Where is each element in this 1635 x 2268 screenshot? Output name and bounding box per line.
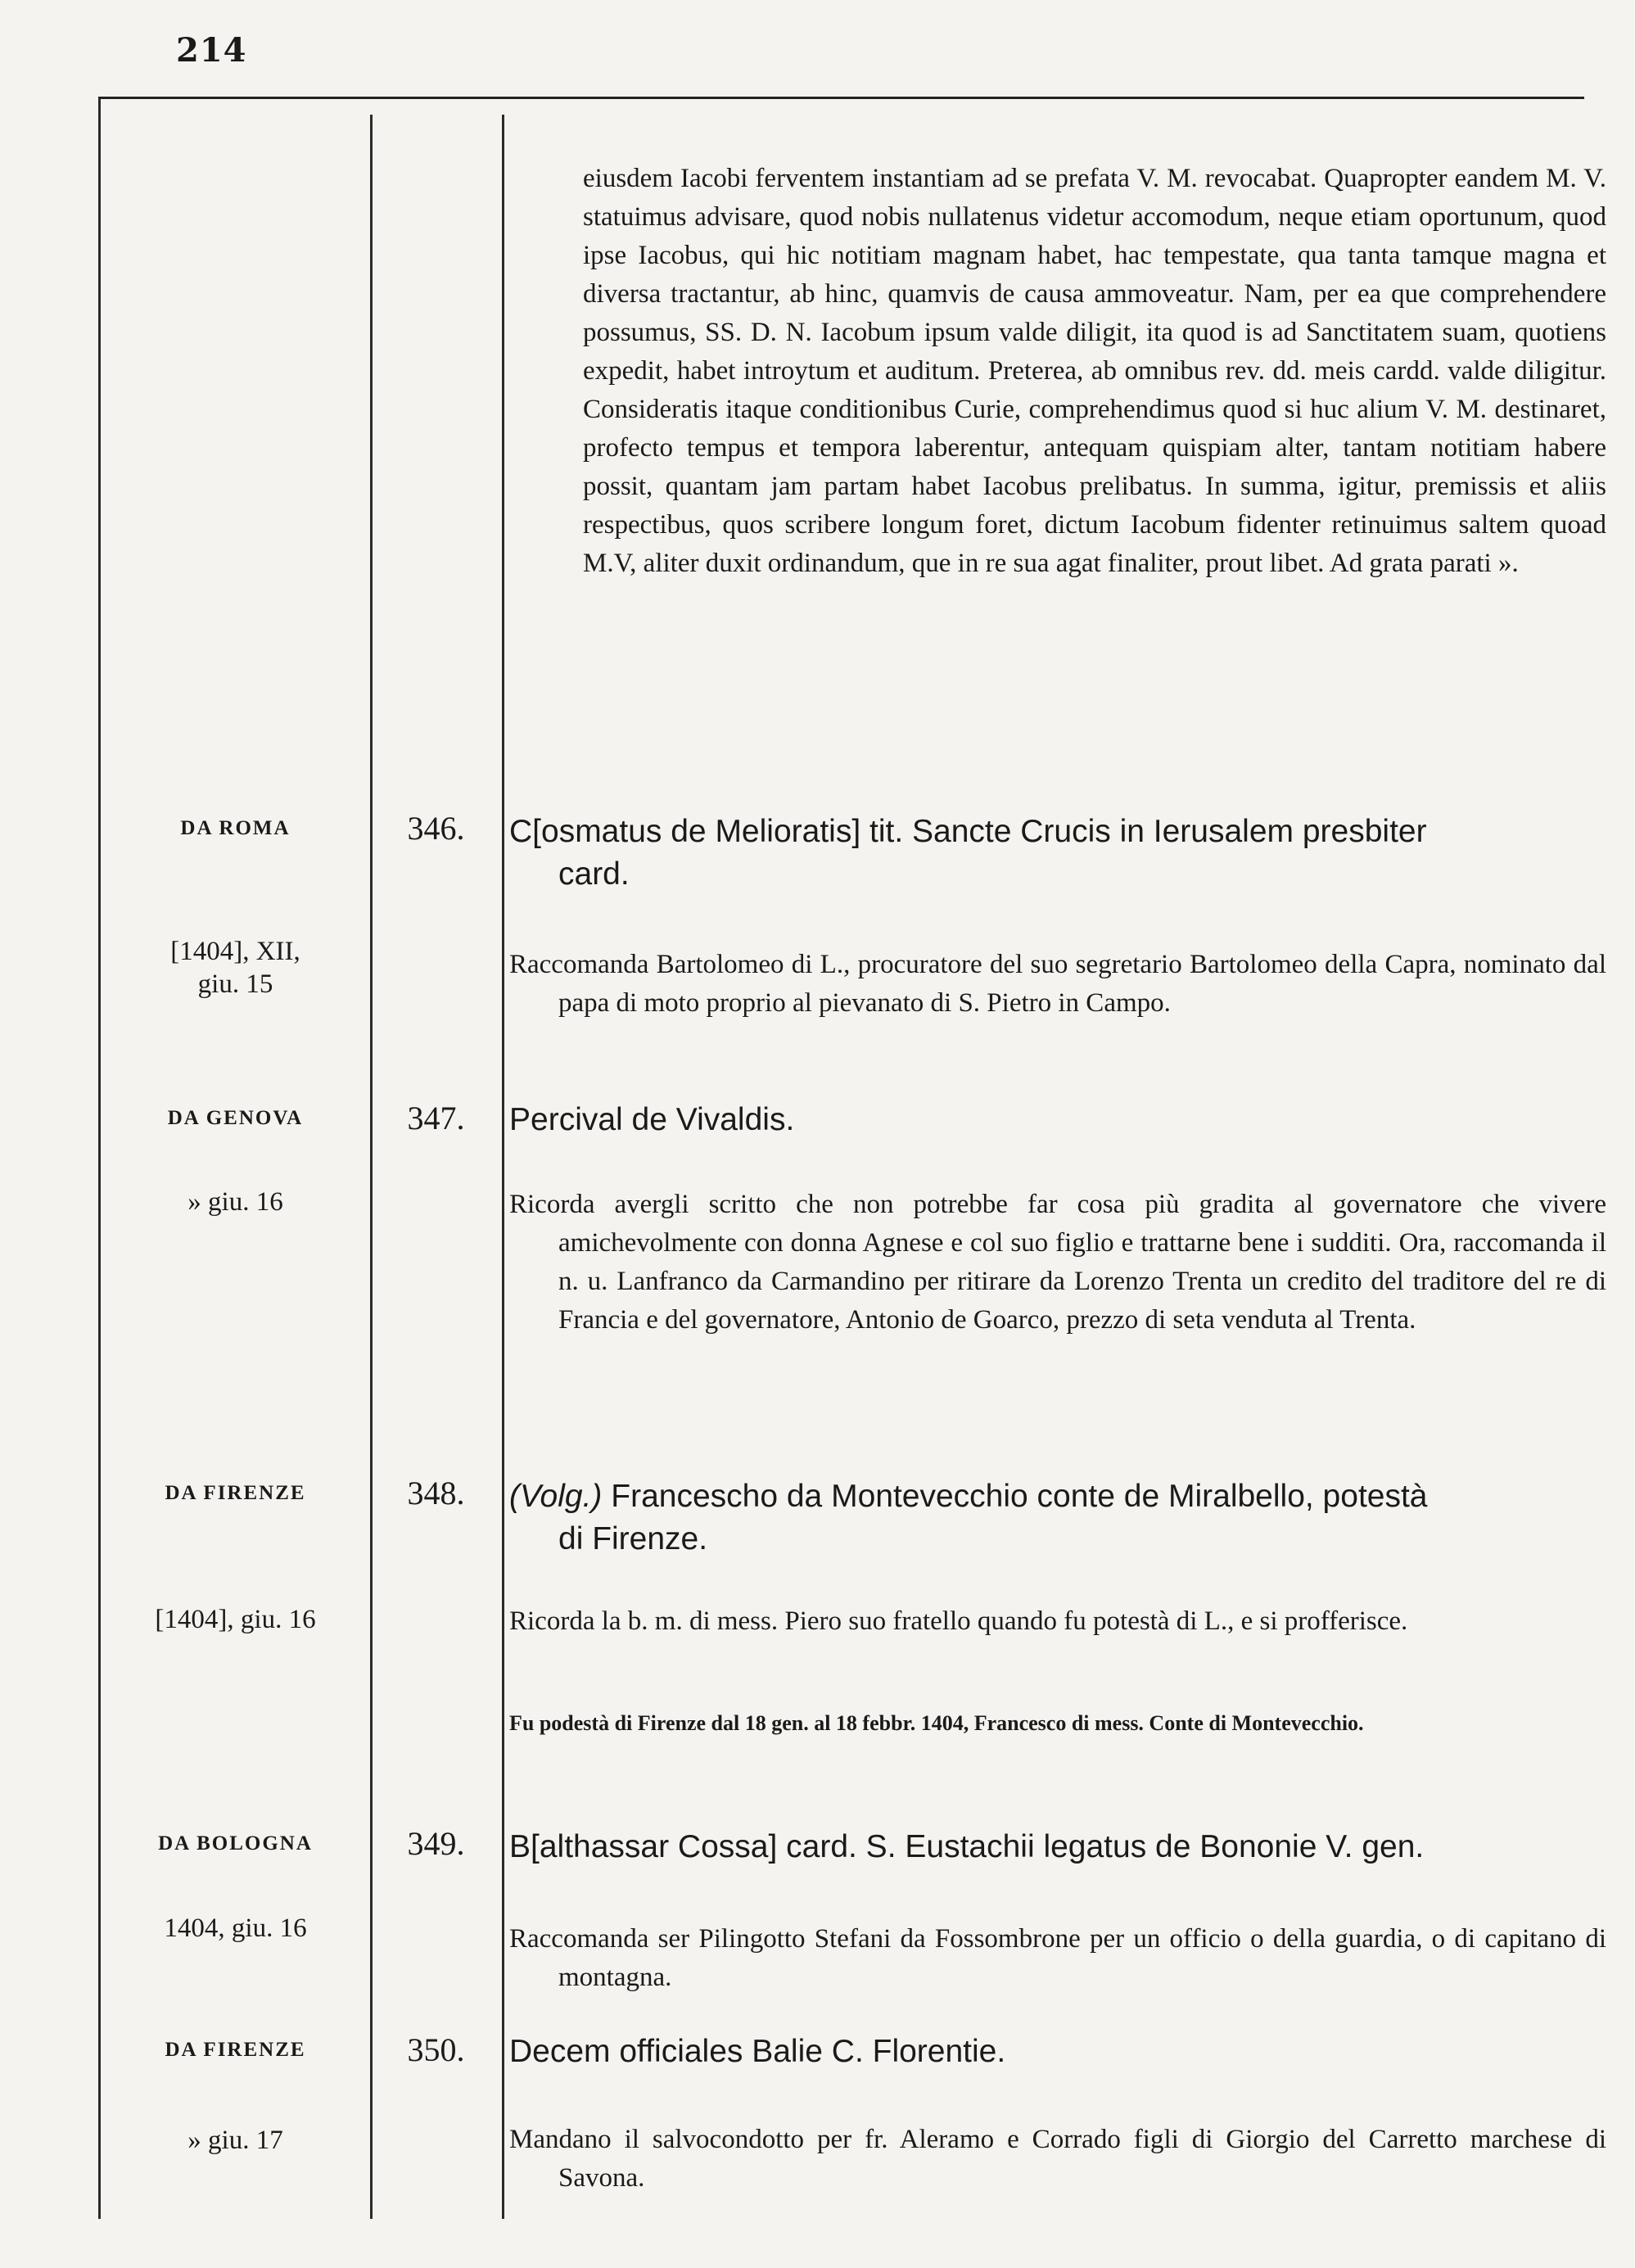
entry-summary: [509, 1602, 1606, 1641]
page-number: 214: [176, 31, 247, 70]
entry-summary-text: Ricorda la b. m. di mess. Piero suo fratello quando fu potestà di L., e si profferisce.: [509, 1606, 1408, 1636]
entry-summary: [509, 2121, 1606, 2198]
entry-note: [509, 1707, 1606, 1740]
entry-date: [106, 1603, 364, 1636]
entry-summary: [509, 1920, 1606, 1997]
column-rule-left: [98, 98, 101, 2219]
entry-number: 347.: [407, 1100, 465, 1136]
entry-date-line: » giu. 17: [187, 2126, 283, 2155]
entry-title-line: Francescho da Montevecchio conte de Miralbello, potestà: [611, 1479, 1428, 1514]
entry-note-text: Fu podestà di Firenze dal 18 gen. al 18 febbr. 1404, Francesco di mess. Conte di Montevecchio.: [509, 1711, 1364, 1735]
entry-date-line: giu. 15: [197, 969, 273, 999]
column-rule-date: [370, 115, 373, 2219]
entry-number: 346.: [407, 810, 465, 847]
entry-date: [106, 935, 364, 1001]
continuation-text: [583, 160, 1606, 583]
entry-title-prefix: (Volg.): [509, 1479, 603, 1514]
entry-summary: [509, 1186, 1606, 1340]
entry-title: [509, 811, 1606, 896]
entry-title-continuation: di Firenze.: [558, 1521, 708, 1556]
entry-title-continuation: card.: [558, 856, 630, 892]
entry-summary-text: Mandano il salvocondotto per fr. Aleramo e Corrado figli di Giorgio del Carretto marchese di Savona.: [509, 2125, 1606, 2193]
entry-title: [509, 1099, 1606, 1141]
entry-title: [509, 1826, 1606, 1868]
entry-title-line: C[osmatus de Melioratis] tit. Sancte Crucis in Ierusalem presbiter: [509, 814, 1427, 849]
entry-title-line: B[althassar Cossa] card. S. Eustachii legatus de Bononie V. gen.: [509, 1829, 1425, 1864]
continuation-paragraph: eiusdem Iacobi ferventem instantiam ad se prefata V. M. revocabat. Quapropter eandem M. V. statuimus advisare, quod nobis nullatenus videtur accomodum, neque etiam oportunum, quod ipse Iacobus, qui hic notitiam magnam habet, hac tempestate, qua tanta tamque magna et diversa tractantur, ab hinc, quamvis de causa ammoveatur. Nam, per ea que comprehendere possumus, SS. D. N. Iacobum ipsum valde diligit, ita quod is ad Sanctitatem suam, quotiens expedit, habet introytum et auditum. Preterea, ab omnibus rev. dd. meis cardd. valde diligitur. Consideratis itaque conditionibus Curie, comprehendimus quod si huc alium V. M. destinaret, profecto tempus et tempora laberentur, antequam quispiam alter, tantam notitiam habere possit, quantam jam partam habet Iacobus prelibatus. In summa, igitur, premissis et aliis respectibus, quos scribere longum foret, dictum Iacobum fidenter retinuimus saltem quoad M.V, aliter duxit ordinandum, que in re sua agat finaliter, prout libet. Ad grata parati ».: [583, 164, 1606, 578]
entry-title-line: Percival de Vivaldis.: [509, 1102, 795, 1137]
entry-summary-text: Raccomanda ser Pilingotto Stefani da Fossombrone per un officio o della guardia, o di capitano di montagna.: [509, 1924, 1606, 1992]
entry-date: [106, 1186, 364, 1218]
entry-origin: DA BOLOGNA: [158, 1832, 313, 1855]
entry-date-line: [1404], XII,: [170, 937, 300, 966]
header-rule: [98, 97, 1584, 99]
entry-date: [106, 1912, 364, 1945]
entry-number: 349.: [407, 1825, 465, 1862]
entry-origin: DA GENOVA: [167, 1107, 304, 1129]
entry-summary-text: Raccomanda Bartolomeo di L., procuratore del suo segretario Bartolomeo della Capra, nominato dal papa di moto proprio al pievanato di S. Pietro in Campo.: [509, 950, 1606, 1018]
entry-summary: [509, 946, 1606, 1023]
entry-date-line: 1404, giu. 16: [164, 1913, 307, 1943]
entry-origin: DA FIRENZE: [165, 1482, 306, 1504]
entry-origin: DA ROMA: [180, 817, 291, 839]
entry-date-line: » giu. 16: [187, 1187, 283, 1217]
entry-date: [106, 2124, 364, 2157]
entry-title: [509, 1475, 1606, 1561]
entry-date-line: [1404], giu. 16: [155, 1605, 316, 1634]
entry-title-line: Decem officiales Balie C. Florentie.: [509, 2034, 1006, 2069]
entry-origin: DA FIRENZE: [165, 2039, 306, 2061]
entry-summary-text: Ricorda avergli scritto che non potrebbe far cosa più gradita al governatore che vivere amichevolmente con donna Agnese e col suo figlio e trattarne bene i sudditi. Ora, raccomanda il n. u. Lanfranco da Carmandino per ritirare da Lorenzo Trenta un credito del traditore del re di Francia e del governatore, Antonio de Goarco, prezzo di seta venduta al Trenta.: [509, 1190, 1606, 1335]
entry-number: 348.: [407, 1475, 465, 1511]
entry-number: 350.: [407, 2031, 465, 2068]
entry-title: [509, 2031, 1606, 2073]
column-rule-number: [502, 115, 504, 2219]
